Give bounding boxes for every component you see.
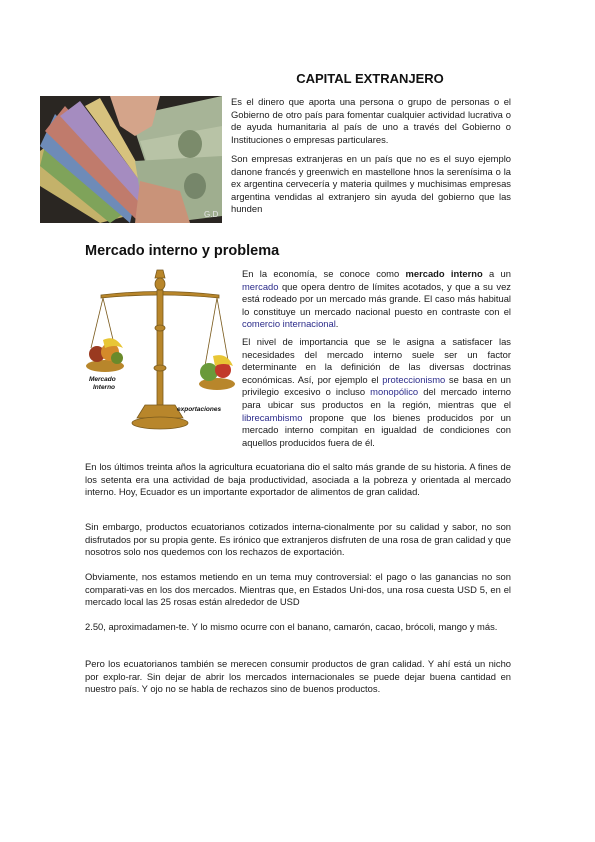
paragraph-doctrinas: El nivel de importancia que se le asigna a satisfacer las necesidades del mercado interno suele ser un factor determinante en la definición de las diversas doctrinas económicas. Así, por ejemplo el proteccionismo se basa en un privilegio excesivo o incluso monopólico del mercado interno para ubicar sus productos en la región, mientras que el librecambismo propone que los bienes producidos por un mercado interno compitan en igualdad de condiciones con aquellos producidos fuera de él. (242, 336, 511, 448)
link-mercado[interactable]: mercado (242, 280, 279, 292)
paragraph-precios: 2.50, aproximadamen-te. Y lo mismo ocurre con el banano, camarón, cacao, brócoli, mango y más. (85, 621, 498, 632)
balance-scale-illustration (85, 268, 235, 436)
scale-label-mercado: Mercado (89, 376, 116, 383)
link-proteccionismo[interactable]: proteccionismo (382, 373, 446, 385)
paragraph-obviamente: Obviamente, nos estamos metiendo en un tema muy controversial: el pago o las ganancias no son comparati-vas en los dos mercados. Mientras que, en Estados Uni-dos, una rosa cuesta USD 5, en el mercado local las 25 rosas están alrededor de USD (85, 571, 511, 608)
paragraph-agricultura: En los últimos treinta años la agricultura ecuatoriana dio el salto más grande de su historia. A fines de los setenta era una actividad de baja productividad, asociada a la pobreza y orientada al mercado interno. Hoy, Ecuador es un importante exportador de alimentos de gran calidad. (85, 461, 511, 498)
section-heading-mercado-interno: Mercado interno y problema (85, 243, 280, 259)
section-title-capital-extranjero: CAPITAL EXTRANJERO (296, 71, 444, 86)
paragraph-mercado-interno-definition: En la economía, se conoce como mercado interno a un mercado que opera dentro de límites acotados, y que a su vez está rodeado por un mercado más grande. El caso más habitual lo constituye un mercado nacional puesto en contraste con el comercio internacional. (242, 268, 511, 330)
scale-label-interno: Interno (93, 384, 116, 391)
link-comercio-internacional[interactable]: comercio internacional (242, 318, 336, 330)
link-librecambismo[interactable]: librecambismo (242, 411, 303, 423)
banknotes-photo (40, 96, 222, 223)
left-pan-produce (86, 338, 124, 372)
paragraph-conclusion: Pero los ecuatorianos también se merecen consumir productos de gran calidad. Y ahí está un nicho por explo-rar. Sin dejar de abrir los mercados internacionales se puede dejar buena cantidad en nuestro país. Y ojo no se habla de rechazos sino de buenos productos. (85, 658, 511, 695)
term-mercado-interno: mercado interno (405, 268, 483, 279)
right-pan-produce (199, 355, 235, 390)
image-watermark: G.D (204, 210, 219, 219)
paragraph-definition: Es el dinero que aporta una persona o grupo de personas o el Gobierno de otro país para fomentar cualquier actividad lucrativa o de ayuda humanitaria al país de uno a través del Gobierno o Instituciones o empresas particulares. (231, 96, 511, 145)
link-monopolico[interactable]: monopólico (370, 386, 419, 398)
scale-label-exportaciones: exportaciones (177, 406, 222, 413)
paragraph-sin-embargo: Sin embargo, productos ecuatorianos cotizados interna-cionalmente por su calidad y sabor, no son disfrutados por su propia gente. Es irónico que extranjeros disfruten de una rosa de gran calidad y que nosotros solo nos quedemos con los rechazos de exportación. (85, 521, 511, 558)
paragraph-examples: Son empresas extranjeras en un país que no es el suyo ejemplo danone francés y greenwich en mastellone hnos la serenísima o la ex argentina cervecería y materia quilmes y muchisimas empresas argentina vendidas al extranjero sin ayuda del gobierno que las hunden (231, 153, 511, 215)
